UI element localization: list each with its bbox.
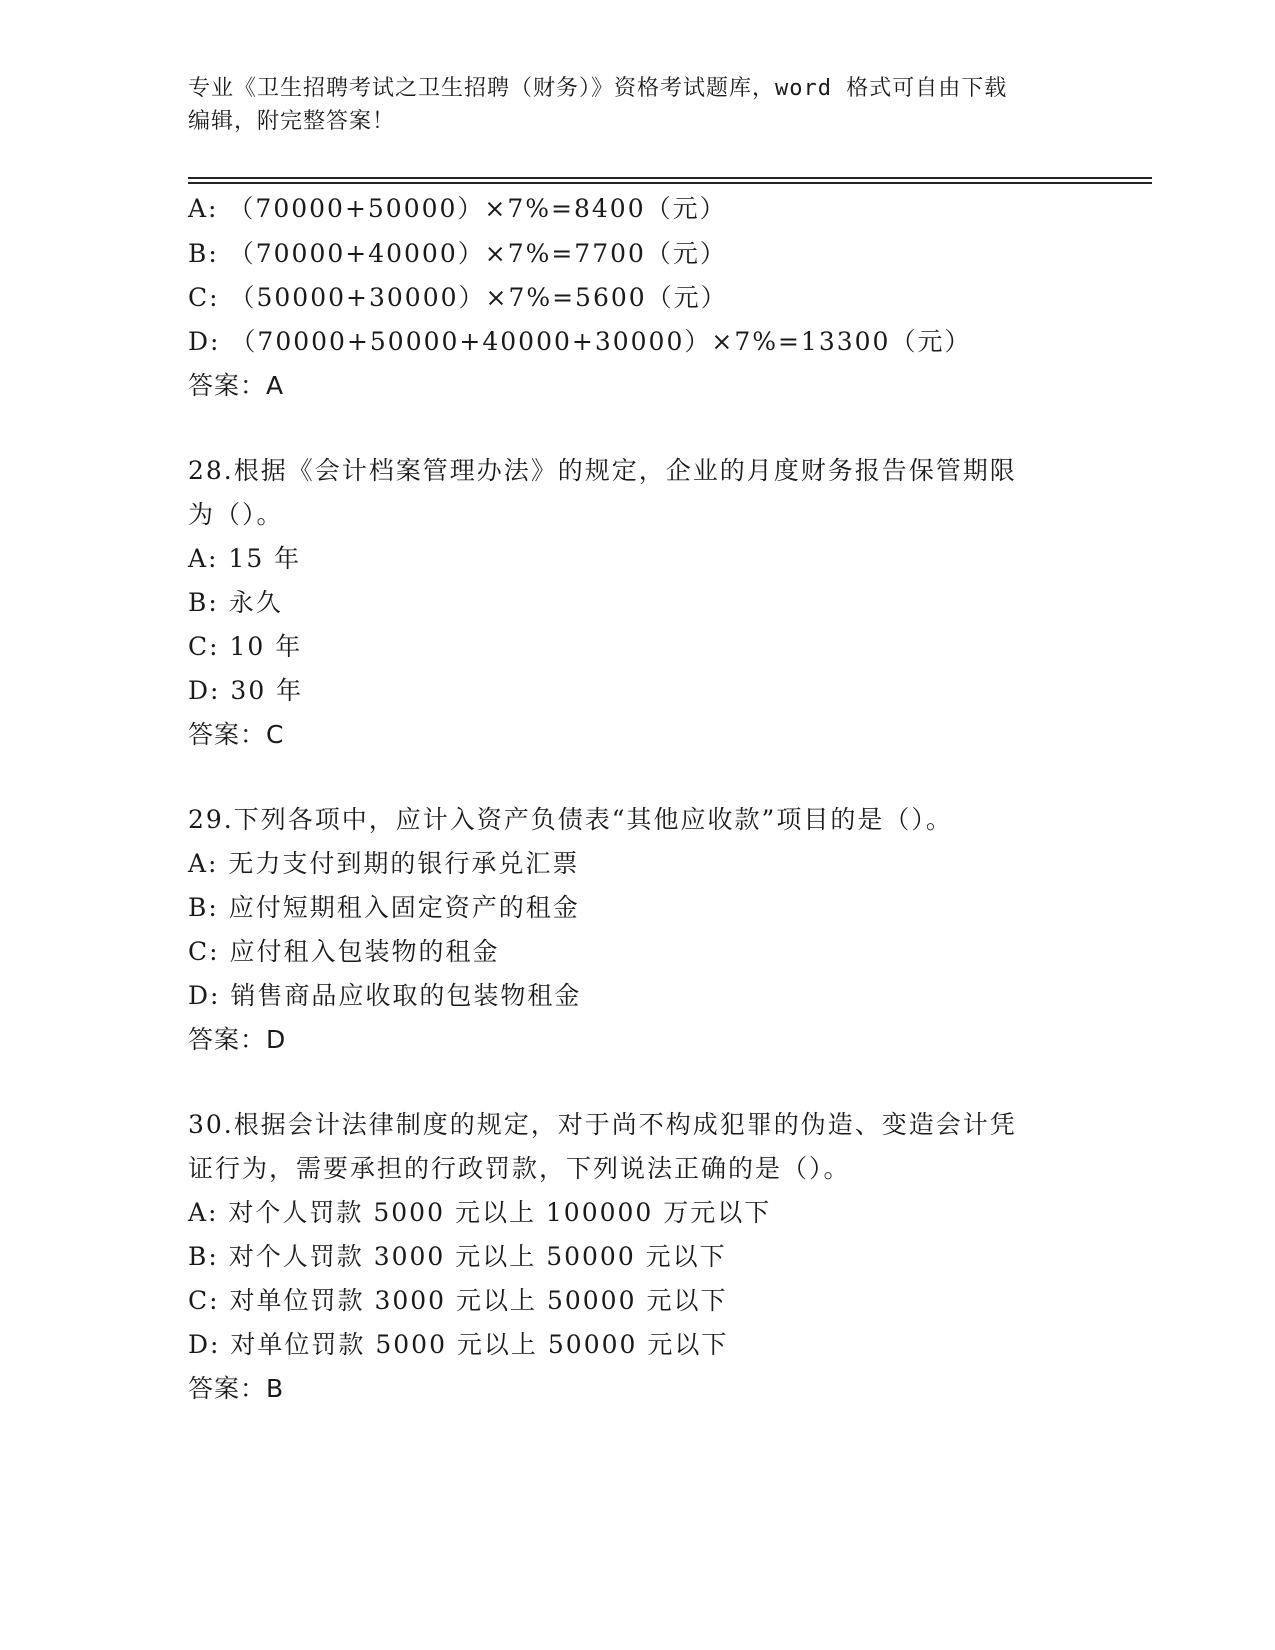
q29-option-b: B: 应付短期租入固定资产的租金 — [188, 893, 580, 922]
q29-answer: 答案：D — [188, 1025, 287, 1054]
q29-option-a: A: 无力支付到期的银行承兑汇票 — [188, 849, 580, 878]
document-header — [188, 72, 1068, 138]
q27-option-d: D: （70000+50000+40000+30000）×7%=13300（元） — [188, 327, 972, 356]
q30-option-d: D: 对单位罚款 5000 元以上 50000 元以下 — [188, 1330, 729, 1359]
q28-option-c: C: 10 年 — [188, 632, 303, 661]
q30-option-b: B: 对个人罚款 3000 元以上 50000 元以下 — [188, 1242, 727, 1271]
q28-answer: 答案：C — [188, 720, 285, 749]
q29-option-c: C: 应付租入包装物的租金 — [188, 937, 500, 966]
q27-option-a: A: （70000+50000）×7%=8400（元） — [188, 194, 727, 223]
header-line-1: 专业《卫生招聘考试之卫生招聘（财务）》资格考试题库，word 格式可自由下载 — [188, 76, 1008, 101]
q27-answer: 答案：A — [188, 371, 285, 400]
q30-stem-line-2: 证行为，需要承担的行政罚款，下列说法正确的是（）。 — [188, 1154, 851, 1183]
q30-stem-line-1: 30.根据会计法律制度的规定，对于尚不构成犯罪的伪造、变造会计凭 — [188, 1110, 1017, 1139]
header-divider-bottom — [188, 182, 1152, 184]
header-line-2: 编辑，附完整答案！ — [188, 109, 396, 134]
q28-option-a: A: 15 年 — [188, 544, 302, 573]
q28-stem-line-1: 28.根据《会计档案管理办法》的规定，企业的月度财务报告保管期限 — [188, 456, 1017, 485]
q30-answer: 答案：B — [188, 1374, 285, 1403]
q28-option-d: D: 30 年 — [188, 676, 304, 705]
q27-option-c: C: （50000+30000）×7%=5600（元） — [188, 283, 728, 312]
q28-option-b: B: 永久 — [188, 588, 283, 617]
q27-option-b: B: （70000+40000）×7%=7700（元） — [188, 239, 727, 268]
q30-option-a: A: 对个人罚款 5000 元以上 100000 万元以下 — [188, 1198, 772, 1227]
q30-option-c: C: 对单位罚款 3000 元以上 50000 元以下 — [188, 1286, 728, 1315]
header-divider-top — [188, 177, 1152, 179]
q29-option-d: D: 销售商品应收取的包装物租金 — [188, 981, 582, 1010]
q28-stem-line-2: 为（）。 — [188, 500, 284, 529]
q29-stem-line-1: 29.下列各项中，应计入资产负债表“其他应收款”项目的是（）。 — [188, 805, 953, 834]
